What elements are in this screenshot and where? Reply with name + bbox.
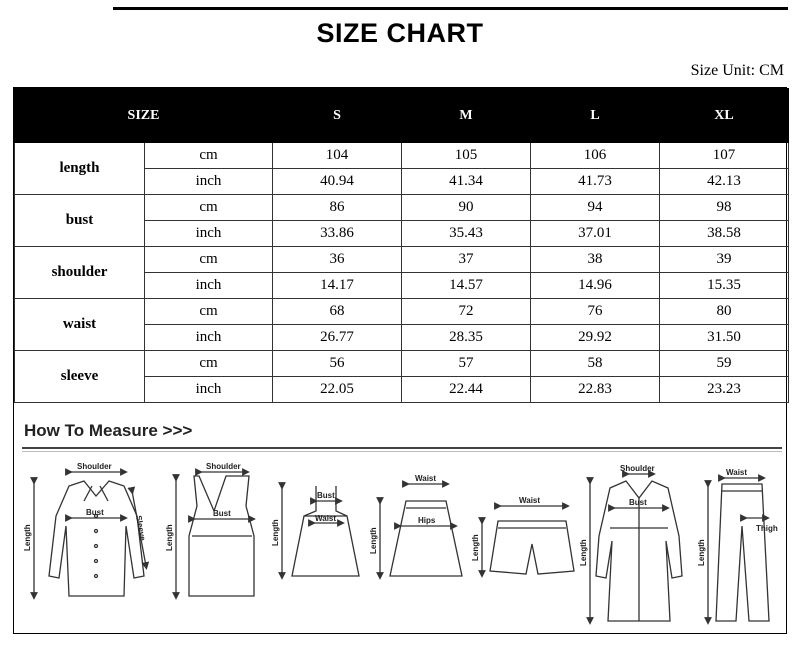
value-cell: 38 — [531, 247, 660, 273]
label-bust-6: Bust — [629, 498, 647, 507]
value-cell: 33.86 — [273, 221, 402, 247]
value-cell: 14.96 — [531, 273, 660, 299]
how-to-measure-section — [14, 401, 786, 633]
value-cell: 22.44 — [402, 377, 531, 403]
label-thigh-7: Thigh — [756, 524, 778, 533]
label-length-7: Length — [697, 539, 706, 566]
value-cell: 94 — [531, 195, 660, 221]
value-cell: 41.34 — [402, 169, 531, 195]
unit-cell: cm — [145, 351, 273, 377]
value-cell: 37 — [402, 247, 531, 273]
unit-cell: inch — [145, 273, 273, 299]
heading-rule-shadow — [22, 451, 782, 452]
size-col-s: S — [273, 89, 402, 143]
label-length-1: Length — [23, 524, 32, 551]
unit-cell: cm — [145, 299, 273, 325]
value-cell: 41.73 — [531, 169, 660, 195]
coat-diagram-icon — [590, 474, 682, 621]
unit-cell: cm — [145, 143, 273, 169]
value-cell: 40.94 — [273, 169, 402, 195]
label-shoulder-1: Shoulder — [77, 462, 112, 471]
label-shoulder-2: Shoulder — [206, 462, 241, 471]
blouse-diagram-icon — [34, 472, 146, 596]
measure-name: waist — [15, 299, 145, 351]
page-title: SIZE CHART — [316, 18, 484, 48]
value-cell: 14.57 — [402, 273, 531, 299]
label-length-2: Length — [165, 524, 174, 551]
value-cell: 42.13 — [660, 169, 789, 195]
value-cell: 29.92 — [531, 325, 660, 351]
label-waist-7: Waist — [726, 468, 748, 477]
measure-name: shoulder — [15, 247, 145, 299]
value-cell: 106 — [531, 143, 660, 169]
value-cell: 26.77 — [273, 325, 402, 351]
label-waist-3: Waist — [315, 514, 337, 523]
label-length-5: Length — [471, 534, 480, 561]
measure-name: bust — [15, 195, 145, 247]
size-col-m: M — [402, 89, 531, 143]
shorts-diagram-icon — [482, 506, 574, 574]
value-cell: 105 — [402, 143, 531, 169]
value-cell: 56 — [273, 351, 402, 377]
label-waist-5: Waist — [519, 496, 541, 505]
value-cell: 58 — [531, 351, 660, 377]
table-row — [15, 247, 789, 273]
label-sleeve-1: Sleeve — [134, 514, 148, 542]
label-hips-4: Hips — [418, 516, 436, 525]
size-unit-label: Size Unit: CM — [690, 62, 784, 79]
skirt-diagram-icon — [380, 484, 462, 576]
value-cell: 98 — [660, 195, 789, 221]
size-table — [14, 88, 789, 403]
size-header-row — [15, 89, 789, 143]
value-cell: 86 — [273, 195, 402, 221]
label-length-6: Length — [579, 539, 588, 566]
unit-cell: inch — [145, 377, 273, 403]
value-cell: 14.17 — [273, 273, 402, 299]
unit-cell: cm — [145, 247, 273, 273]
table-row — [15, 195, 789, 221]
value-cell: 76 — [531, 299, 660, 325]
unit-cell: inch — [145, 169, 273, 195]
unit-cell: inch — [145, 221, 273, 247]
size-col-xl: XL — [660, 89, 789, 143]
value-cell: 36 — [273, 247, 402, 273]
value-cell: 107 — [660, 143, 789, 169]
measure-name: length — [15, 143, 145, 195]
label-length-3: Length — [271, 519, 280, 546]
how-to-measure-heading: How To Measure >>> — [24, 421, 193, 440]
unit-cell: inch — [145, 325, 273, 351]
value-cell: 38.58 — [660, 221, 789, 247]
value-cell: 90 — [402, 195, 531, 221]
value-cell: 31.50 — [660, 325, 789, 351]
value-cell: 39 — [660, 247, 789, 273]
value-cell: 80 — [660, 299, 789, 325]
measure-name: sleeve — [15, 351, 145, 403]
tank-top-diagram-icon — [176, 472, 254, 596]
value-cell: 104 — [273, 143, 402, 169]
pants-diagram-icon — [708, 478, 769, 621]
table-row — [15, 143, 789, 169]
size-header-cell: SIZE — [15, 89, 273, 143]
value-cell: 68 — [273, 299, 402, 325]
size-chart-sheet — [13, 87, 787, 634]
table-row — [15, 299, 789, 325]
value-cell: 15.35 — [660, 273, 789, 299]
size-col-l: L — [531, 89, 660, 143]
value-cell: 22.83 — [531, 377, 660, 403]
value-cell: 57 — [402, 351, 531, 377]
label-bust-1: Bust — [86, 508, 104, 517]
label-shoulder-6: Shoulder — [620, 464, 655, 473]
heading-rule — [22, 447, 782, 449]
unit-cell: cm — [145, 195, 273, 221]
label-waist-4: Waist — [415, 474, 437, 483]
value-cell: 59 — [660, 351, 789, 377]
label-bust-2: Bust — [213, 509, 231, 518]
value-cell: 22.05 — [273, 377, 402, 403]
value-cell: 37.01 — [531, 221, 660, 247]
top-rule — [113, 7, 788, 10]
table-row — [15, 351, 789, 377]
label-length-4: Length — [369, 527, 378, 554]
value-cell: 35.43 — [402, 221, 531, 247]
garment-diagrams — [14, 456, 786, 631]
value-cell: 28.35 — [402, 325, 531, 351]
label-bust-3: Bust — [317, 491, 335, 500]
value-cell: 72 — [402, 299, 531, 325]
value-cell: 23.23 — [660, 377, 789, 403]
